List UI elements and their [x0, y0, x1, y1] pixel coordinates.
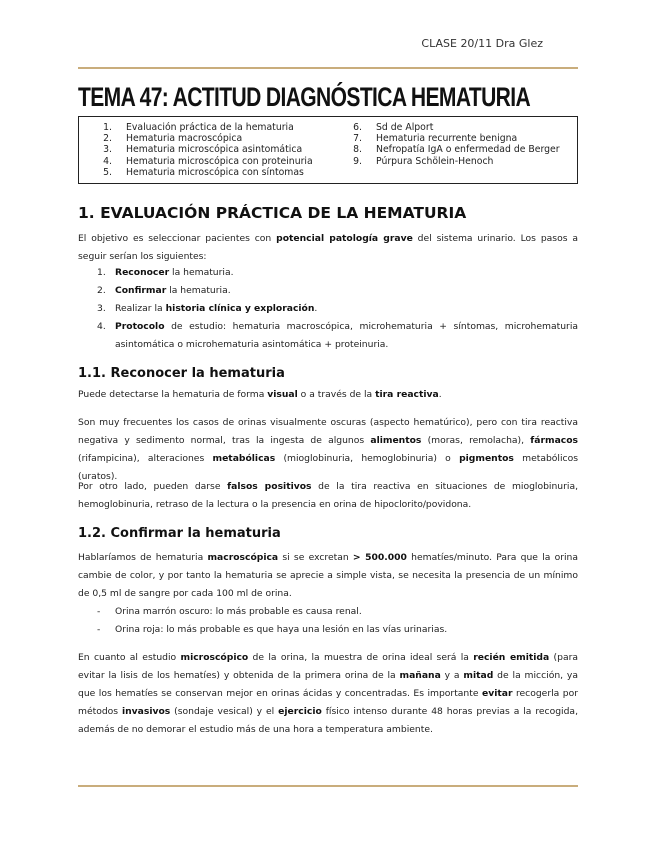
step-text: [115, 267, 234, 278]
dash-text: Orina marrón oscuro: lo más probable es causa renal.: [115, 606, 362, 617]
toc-item: [335, 144, 560, 155]
text-run: Hablaríamos de hematuria: [78, 552, 208, 563]
text-run: (para evitar la lisis de los hematíes) y obtenida de la primera orina de la: [78, 652, 578, 681]
toc-item-number: 2.: [103, 133, 112, 145]
document-title: TEMA 47: ACTITUD DIAGNÓSTICA HEMATURIA: [78, 82, 531, 112]
dash-marker: -: [97, 624, 101, 635]
toc-item-number: 1.: [103, 122, 112, 133]
toc-item: [85, 156, 313, 167]
step-item: [97, 300, 578, 318]
toc-item-label: Hematuria macroscópica: [126, 133, 243, 145]
paragraph-microscopico: [78, 649, 578, 739]
toc-item-number: 8.: [353, 144, 362, 156]
toc-item-number: 6.: [353, 122, 362, 133]
text-run: la hematuria.: [166, 285, 231, 296]
text-run: Puede detectarse la hematuria de forma: [78, 389, 268, 400]
text-run: (rifampicina), alteraciones: [78, 453, 213, 464]
step-number: 2.: [97, 285, 106, 296]
bold-text: alimentos: [370, 435, 422, 446]
paragraph-orinas-oscuras: [78, 414, 578, 486]
bold-text: metabólicas: [212, 453, 276, 464]
section-heading: 1. EVALUACIÓN PRÁCTICA DE LA HEMATURIA: [78, 204, 467, 222]
paragraph-deteccion: [78, 386, 578, 404]
intro-paragraph: [78, 230, 578, 266]
paragraph-falsos-positivos: [78, 478, 578, 514]
toc-item: [85, 167, 313, 178]
toc-item: [85, 133, 313, 144]
bold-text: fármacos: [530, 435, 578, 446]
step-item: [97, 282, 578, 300]
toc-item: [335, 122, 560, 133]
dash-item: [97, 603, 578, 621]
step-item: [97, 264, 578, 282]
paragraph-macroscopica: [78, 549, 578, 603]
toc-item: [335, 133, 560, 144]
steps-list: [97, 264, 578, 354]
dash-text: Orina roja: lo más probable es que haya una lesión en las vías urinarias.: [115, 624, 448, 635]
toc-column-right: [335, 122, 560, 167]
text-run: .: [438, 389, 442, 400]
step-text: [115, 285, 231, 296]
bold-text: pigmentos: [459, 453, 514, 464]
page-header: CLASE 20/11 Dra Glez: [421, 37, 543, 50]
bold-text: mañana: [399, 670, 441, 681]
color-bullet-list: [97, 603, 578, 639]
text-run: metabólicos (uratos).: [78, 453, 578, 482]
dash-item: [97, 621, 578, 639]
bold-text: Reconocer: [115, 267, 170, 278]
text-run: si se excretan: [278, 552, 353, 563]
text-run: recogerla por métodos: [78, 688, 578, 717]
toc-column-left: [85, 122, 313, 178]
text-run: de la tira reactiva en situaciones de mioglobinuria, hemoglobinuria, retraso de la lectura o la presencia en orina de hipoclorito/povidona.: [78, 481, 578, 510]
subsection-heading-reconocer: 1.1. Reconocer la hematuria: [78, 366, 285, 381]
text-run: o a través de la: [297, 389, 376, 400]
bold-text: evitar: [481, 688, 513, 699]
bold-text: invasivos: [121, 706, 171, 717]
bold-text: recién emitida: [473, 652, 550, 663]
text-run: (sondaje vesical) y el: [170, 706, 279, 717]
toc-item-label: Hematuria recurrente benigna: [376, 133, 518, 145]
toc-item-label: Púrpura Schölein-Henoch: [376, 155, 494, 167]
bold-text: Protocolo: [115, 321, 165, 332]
text-run: Por otro lado, pueden darse: [78, 481, 228, 492]
text-run: la hematuria.: [169, 267, 234, 278]
text-run: y a: [440, 670, 464, 681]
toc-item: [85, 122, 313, 133]
text-run: del sistema urinario. Los pasos a seguir serían los siguientes:: [78, 233, 578, 262]
toc-item-label: Evaluación práctica de la hematuria: [126, 122, 294, 133]
step-number: 3.: [97, 303, 106, 314]
text-run: Son muy frecuentes los casos de orinas visualmente oscuras (aspecto hematúrico), pero con tira reactiva negativa y sedimento normal, tras la ingesta de algunos: [78, 417, 578, 446]
toc-item-label: Hematuria microscópica con proteinuria: [126, 155, 313, 167]
toc-item-number: 7.: [353, 133, 362, 145]
step-number: 4.: [97, 321, 106, 332]
toc-item-label: Sd de Alport: [376, 122, 434, 133]
text-run: Realizar la: [115, 303, 166, 314]
text-run: físico intenso durante 48 horas previas a la recogida, además de no demorar el estudio más de una hora a temperatura ambiente.: [78, 706, 578, 735]
step-text: [115, 303, 317, 314]
text-run: de la orina, la muestra de orina ideal será la: [248, 652, 474, 663]
bold-text: macroscópica: [207, 552, 279, 563]
text-run: hematíes/minuto. Para que la orina cambie de color, y por tanto la hematuria se aprecie a simple vista, se necesita la presencia de un mínimo de 0,5 ml de sangre por cada 100 ml de orina.: [78, 552, 578, 599]
table-of-contents: [78, 116, 578, 184]
text-run: de la micción, ya que los hematíes se conservan mejor en orinas ácidas y concentradas. Es importante: [78, 670, 578, 699]
step-item: [97, 318, 578, 354]
toc-item-number: 4.: [103, 155, 112, 167]
bold-text: potencial patología grave: [276, 233, 413, 244]
bold-text: historia clínica y exploración: [165, 303, 315, 314]
text-run: En cuanto al estudio: [78, 652, 181, 663]
bold-text: mitad: [463, 670, 494, 681]
toc-item-number: 3.: [103, 144, 112, 156]
bold-text: tira reactiva: [375, 389, 439, 400]
bold-text: Confirmar: [115, 285, 167, 296]
toc-item-number: 5.: [103, 166, 112, 178]
dash-marker: -: [97, 606, 101, 617]
bold-text: microscópico: [180, 652, 249, 663]
bottom-divider: [78, 785, 578, 787]
subsection-heading-confirmar: 1.2. Confirmar la hematuria: [78, 526, 281, 541]
text-run: El objetivo es seleccionar pacientes con: [78, 233, 277, 244]
toc-item-label: Hematuria microscópica con síntomas: [126, 166, 304, 178]
toc-item-number: 9.: [353, 155, 362, 167]
toc-item-label: Nefropatía IgA o enfermedad de Berger: [376, 144, 560, 156]
text-run: (mioglobinuria, hemoglobinuria) o: [275, 453, 460, 464]
bold-text: visual: [267, 389, 298, 400]
step-text: [115, 321, 578, 350]
toc-item: [85, 144, 313, 155]
text-run: de estudio: hematuria macroscópica, microhematuria + síntomas, microhematuria asintomática o microhematuria asintomática + proteinuria.: [115, 321, 578, 350]
text-run: .: [314, 303, 318, 314]
top-divider: [78, 67, 578, 69]
text-run: (moras, remolacha),: [421, 435, 531, 446]
toc-item-label: Hematuria microscópica asintomática: [126, 144, 303, 156]
bold-text: ejercicio: [278, 706, 322, 717]
step-number: 1.: [97, 267, 106, 278]
toc-item: [335, 156, 560, 167]
bold-text: falsos positivos: [227, 481, 312, 492]
bold-text: > 500.000: [352, 552, 407, 563]
